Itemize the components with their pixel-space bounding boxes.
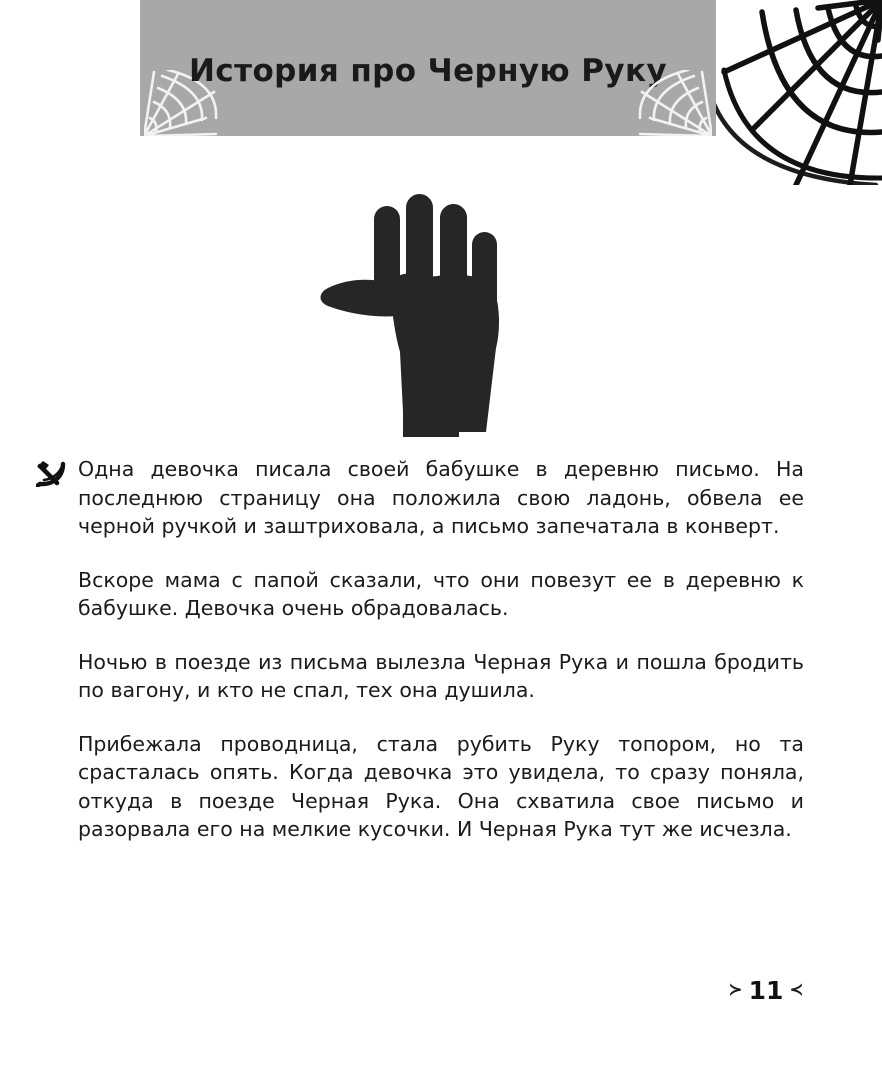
chevron-right-ornament-icon: ≺ bbox=[789, 980, 804, 1000]
paragraph-text: Ночью в поезде из письма вылезла Черная Рука и пошла бродить по вагону, и кто не спал, тех она душила. bbox=[78, 649, 804, 702]
paragraph bbox=[78, 566, 804, 623]
page-number: 11 bbox=[748, 976, 784, 1005]
paragraph-text: Одна девочка писала своей бабушке в деревню письмо. На последнюю страницу она положила свою ладонь, обвела ее черной ручкой и заштриховала, а письмо запечатала в конверт. bbox=[78, 457, 804, 538]
black-hand-silhouette-icon bbox=[300, 192, 590, 437]
paragraph-text: Вскоре мама с папой сказали, что они повезут ее в деревню к бабушке. Девочка очень обрадовалась. bbox=[78, 567, 804, 620]
paragraph bbox=[78, 455, 804, 541]
spider-web-icon bbox=[700, 0, 882, 185]
page-title: История про Черную Руку bbox=[188, 53, 668, 89]
paragraph bbox=[78, 730, 804, 844]
page-number-group bbox=[728, 978, 803, 1003]
paragraph bbox=[78, 648, 804, 705]
title-banner bbox=[140, 0, 716, 136]
story-body bbox=[78, 455, 804, 844]
paragraph-text: Прибежала проводница, стала рубить Руку топором, но та срасталась опять. Когда девочка это увидела, то сразу поняла, откуда в поезде Черная Рука. Она схватила свое письмо и разорвала его на мелкие кусочки. И Черная Рука тут же исчезла. bbox=[78, 731, 804, 841]
page-footer bbox=[0, 978, 882, 1003]
chevron-left-ornament-icon: ≻ bbox=[728, 980, 743, 1000]
hammer-and-sickle-icon bbox=[36, 461, 66, 487]
